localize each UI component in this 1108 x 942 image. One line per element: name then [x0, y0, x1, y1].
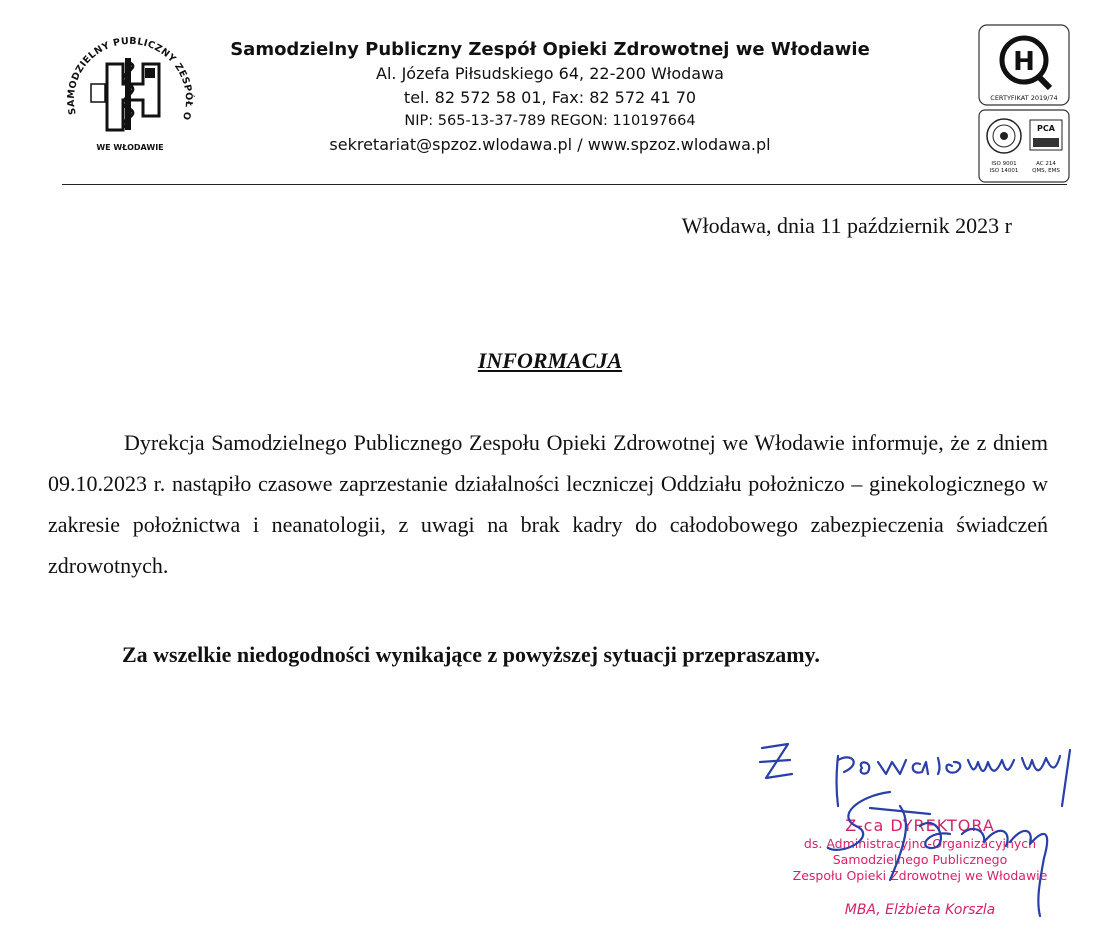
hospital-logo [55, 18, 205, 168]
certificate-badges [978, 24, 1070, 184]
document-date: Włodawa, dnia 11 październik 2023 r [681, 213, 1012, 238]
quality-q-icon [1002, 38, 1050, 88]
document-body [48, 422, 1048, 586]
main-paragraph: Dyrekcja Samodzielnego Publicznego Zespołu Opieki Zdrowotnej we Włodawie informuje, że z dniem 09.10.2023 r. nastąpiło czasowe zaprzestanie działalności leczniczej Oddziału położniczo – ginekologicznego w zakresie położnictwa i neanatologii, z uwagi na brak kadry do całodobowego zabezpieczenia świadczeń zdrowotnych. [48, 430, 1048, 578]
institution-name: Samodzielny Publiczny Zespół Opieki Zdrowotnej we Włodawie [230, 39, 870, 60]
stamp-signatory-name: MBA, Elżbieta Korszla [844, 902, 996, 918]
institution-phone: tel. 82 572 58 01, Fax: 82 572 41 70 [403, 88, 697, 107]
logo-bottom-text: WE WŁODAWIE [96, 143, 164, 152]
institution-address: Al. Józefa Piłsudskiego 64, 22-200 Włodawa [376, 64, 724, 83]
institution-ids: NIP: 565-13-37-789 REGON: 110197664 [404, 113, 696, 129]
letterhead [210, 38, 890, 157]
stamp-line-2: ds. Administracyjno-Organizacyjnych [803, 836, 1037, 851]
institution-contacts: sekretariat@spzoz.wlodawa.pl / www.spzoz.wlodawa.pl [329, 135, 771, 154]
iso-seal-icon [987, 119, 1021, 153]
logo-arc-text: SAMODZIELNY PUBLICZNY ZESPÓŁ O [65, 35, 195, 122]
stamp-line-4: Zespołu Opieki Zdrowotnej we Włodawie [792, 868, 1048, 883]
iso-left-label: ISO 9001 ISO 14001 [989, 161, 1019, 174]
medical-cross-caduceus-icon [91, 58, 159, 130]
document-title: INFORMACJA [477, 348, 623, 373]
handwritten-signature [740, 730, 1100, 930]
stamp-line-3: Samodzielnego Publicznego [832, 852, 1008, 867]
pca-accreditation-icon [1030, 120, 1062, 150]
q-cert-label: CERTYFIKAT 2019/74 [990, 94, 1058, 102]
iso-right-label: AC 214 QMS, EMS [1032, 161, 1060, 174]
closing-apology: Za wszelkie niedogodności wynikające z powyższej sytuacji przepraszamy. [122, 642, 820, 667]
header-divider [62, 184, 1067, 185]
svg-text:H: H [1013, 47, 1035, 77]
pca-label: PCA [1037, 124, 1055, 133]
stamp-role: Z-ca DYREKTORA [845, 816, 995, 835]
